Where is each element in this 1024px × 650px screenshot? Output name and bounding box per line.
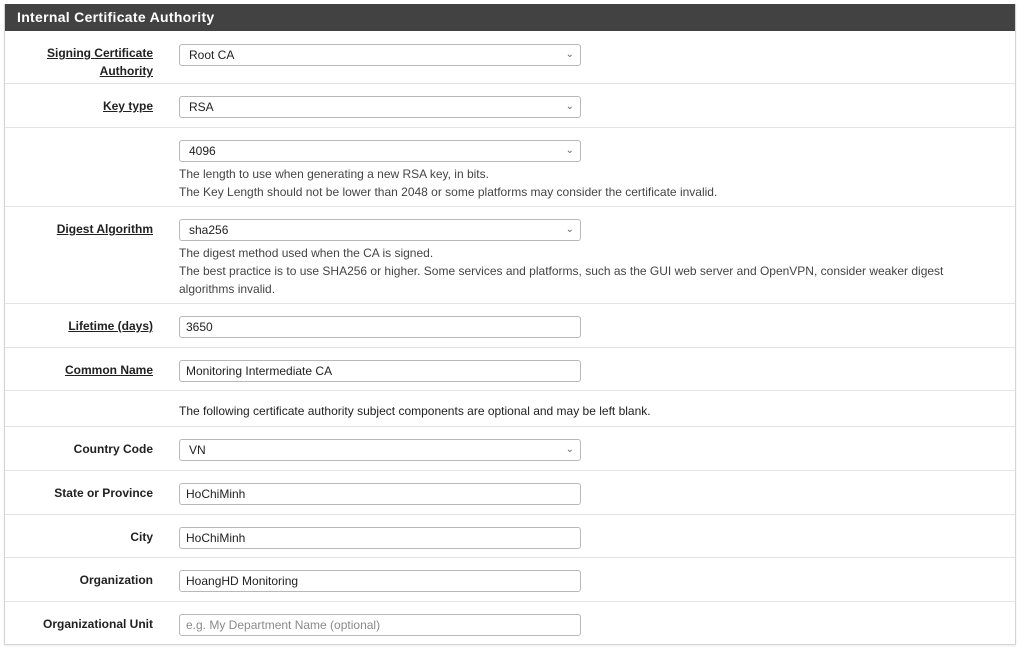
row-digest (5, 207, 1015, 304)
optional-components-note: The following certificate authority subject components are optional and may be left blank. (179, 404, 651, 418)
internal-ca-panel (4, 4, 1016, 645)
key-type-label: Key type (102, 99, 153, 113)
country-select[interactable] (179, 439, 581, 461)
signing-ca-label (5, 31, 179, 83)
org-unit-input[interactable]: e.g. My Department Name (optional) (179, 614, 581, 636)
chevron-down-icon: ⌄ (565, 224, 574, 235)
row-lifetime (5, 304, 1015, 348)
row-common-name (5, 348, 1015, 391)
row-state (5, 471, 1015, 515)
key-length-select[interactable] (179, 140, 581, 162)
panel-title: Internal Certificate Authority (5, 4, 1015, 31)
country-label: Country Code (73, 442, 153, 456)
organization-input[interactable]: HoangHD Monitoring (179, 570, 581, 592)
chevron-down-icon: ⌄ (565, 444, 574, 455)
org-unit-label: Organizational Unit (42, 617, 153, 631)
key-type-select[interactable] (179, 96, 581, 118)
row-key-type (5, 84, 1015, 128)
signing-ca-label-line2: Authority (99, 64, 153, 78)
state-label: State or Province (54, 486, 153, 500)
city-input[interactable]: HoChiMinh (179, 527, 581, 549)
digest-select[interactable] (179, 219, 581, 241)
digest-help-line1: The digest method used when the CA is signed. (179, 246, 434, 260)
row-country (5, 427, 1015, 471)
row-key-length (5, 128, 1015, 207)
row-organization (5, 558, 1015, 602)
common-name-label: Common Name (64, 363, 153, 377)
key-type-value: RSA (189, 100, 214, 114)
signing-ca-value: Root CA (189, 48, 235, 62)
digest-value: sha256 (189, 223, 229, 237)
country-value: VN (189, 443, 206, 457)
digest-help-line2: The best practice is to use SHA256 or higher. Some services and platforms, such as the GUI web server and OpenVPN, consider weaker digest algorithms invalid. (179, 264, 944, 296)
chevron-down-icon: ⌄ (565, 49, 574, 60)
signing-ca-select[interactable] (179, 44, 581, 66)
signing-ca-label-line1: Signing Certificate (46, 46, 153, 60)
chevron-down-icon: ⌄ (565, 145, 574, 156)
digest-help (179, 244, 989, 298)
key-length-help-line2: The Key Length should not be lower than 2048 or some platforms may consider the certificate invalid. (179, 185, 718, 199)
lifetime-input[interactable]: 3650 (179, 316, 581, 338)
city-label: City (130, 530, 153, 544)
row-optional-note (5, 391, 1015, 427)
key-length-label (5, 128, 179, 206)
row-signing-ca (5, 31, 1015, 84)
common-name-input[interactable]: Monitoring Intermediate CA (179, 360, 581, 382)
chevron-down-icon: ⌄ (565, 101, 574, 112)
row-city (5, 515, 1015, 558)
organization-label: Organization (79, 573, 153, 587)
key-length-value: 4096 (189, 144, 216, 158)
key-length-help-line1: The length to use when generating a new RSA key, in bits. (179, 167, 489, 181)
row-org-unit (5, 602, 1015, 646)
key-length-help (179, 165, 989, 201)
digest-label: Digest Algorithm (56, 222, 153, 236)
lifetime-label: Lifetime (days) (68, 319, 153, 333)
state-input[interactable]: HoChiMinh (179, 483, 581, 505)
